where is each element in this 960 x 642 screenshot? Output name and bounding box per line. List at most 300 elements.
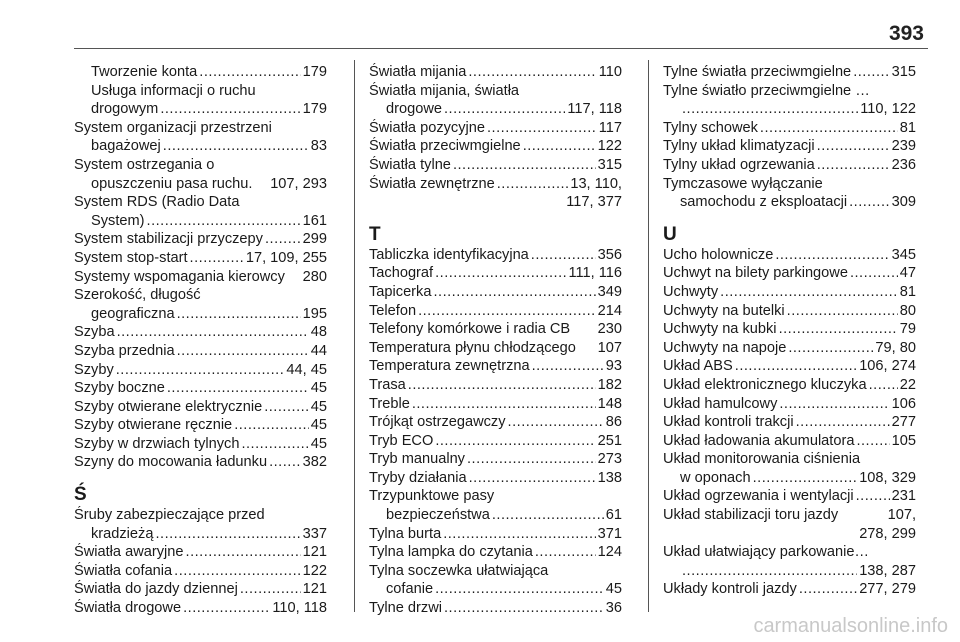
index-entry-text: Uchwyty na butelki: [663, 302, 785, 319]
dot-leader: [469, 469, 596, 488]
dot-leader: [535, 543, 596, 562]
index-entry: [663, 506, 916, 543]
index-entry-text: Treble: [369, 395, 410, 412]
index-entry-page: 81: [899, 283, 916, 300]
index-entry-text: Uchwyty: [663, 283, 719, 300]
index-entry: [663, 119, 916, 138]
index-entry-line: [369, 63, 622, 82]
index-entry-line: [369, 376, 622, 395]
index-entry-line: [74, 562, 327, 581]
index-entry-page: 280: [302, 268, 327, 285]
index-entry-text: Tylne drzwi: [369, 600, 442, 617]
header-rule: [74, 48, 928, 49]
index-entry-text: Tylna burta: [369, 525, 442, 542]
index-entry-page: 107, 293: [270, 175, 327, 192]
index-entry-line: [369, 283, 622, 302]
dot-leader: [850, 264, 898, 283]
index-entry-text: Systemy wspomagania kierowcy: [74, 268, 285, 285]
index-entry-page: 231: [891, 488, 916, 505]
index-entry-line: [369, 357, 622, 376]
index-entry-line: [74, 453, 327, 472]
index-entry-page: 349: [597, 283, 622, 300]
dot-leader: [435, 264, 566, 283]
index-entry-text: Układ ogrzewania i wentylacji: [663, 488, 854, 505]
index-entry-text: drogowe: [386, 101, 442, 118]
index-entry-line: [369, 506, 622, 525]
index-entry-text: Tryby działania: [369, 469, 467, 486]
index-entry: [74, 435, 327, 454]
index-entry-line: [369, 580, 622, 599]
dot-leader: [265, 230, 301, 249]
dot-leader: [682, 562, 857, 581]
index-entry: [369, 432, 622, 451]
index-entry: [369, 156, 622, 175]
index-entry-text: Szyby otwierane ręcznie: [74, 417, 233, 434]
index-entry: [369, 543, 622, 562]
dot-leader: [856, 487, 890, 506]
index-entry: [74, 379, 327, 398]
dot-leader: [508, 413, 604, 432]
index-entry: [663, 395, 916, 414]
index-entry-page: 315: [597, 156, 622, 173]
index-entry-text: Światła awaryjne: [74, 544, 184, 561]
index-entry-page: 315: [891, 64, 916, 80]
dot-leader: [849, 193, 890, 212]
index-entry-page: 124: [597, 544, 622, 561]
column-divider-2: [648, 60, 649, 612]
index-entry: [663, 543, 916, 580]
index-entry-text: Światła tylne: [369, 156, 451, 173]
index-entry-page: 382: [302, 454, 327, 471]
dot-leader: [264, 398, 309, 417]
dot-leader: [817, 137, 890, 156]
index-entry-page: 86: [605, 414, 622, 431]
index-entry-text: System): [91, 212, 145, 229]
index-entry-page: 81: [899, 119, 916, 136]
index-entry-line: [369, 156, 622, 175]
index-entry-page: 111, 116: [568, 265, 622, 282]
index-entry-text: bezpieczeństwa: [386, 507, 490, 524]
index-entry-text: Uchwyty na napoje: [663, 339, 787, 356]
index-entry-line: [663, 156, 916, 175]
index-entry-text: Układ monitorowania ciśnienia: [663, 451, 861, 468]
index-entry: [74, 543, 327, 562]
index-entry-line: [663, 119, 916, 138]
index-entry-page: 45: [605, 581, 622, 598]
index-entry-line: [663, 63, 916, 82]
index-entry-text: Uchwyt na bilety parkingowe: [663, 265, 848, 282]
index-entry-line: [74, 361, 327, 380]
section-letter: Ś: [74, 484, 87, 506]
dot-leader: [435, 432, 595, 451]
dot-leader: [682, 100, 858, 119]
index-entry-page: 214: [597, 302, 622, 319]
index-entry-page: 17, 109, 255: [245, 249, 327, 266]
index-entry-line: [74, 379, 327, 398]
index-entry: [74, 506, 327, 543]
index-entry: [74, 156, 327, 193]
index-entry: [74, 342, 327, 361]
index-entry-page: 105: [891, 432, 916, 449]
index-entry-line: [663, 193, 916, 212]
dot-leader: [190, 249, 244, 268]
index-entry-text: Temperatura płynu chłodzącego: [369, 339, 576, 356]
dot-leader: [408, 376, 596, 395]
index-entry-text: Układ ABS: [663, 358, 733, 375]
dot-leader: [444, 599, 604, 618]
index-entry-page: 122: [302, 562, 327, 579]
index-entry-line: [663, 413, 916, 432]
index-entry-page: 107,: [887, 507, 916, 524]
index-entry-text: Temperatura zewnętrzna: [369, 358, 530, 375]
index-entry-line: [663, 487, 916, 506]
dot-leader: [487, 119, 597, 138]
dot-leader: [735, 357, 857, 376]
index-entry-page: 44, 45: [286, 361, 327, 378]
dot-leader: [412, 395, 596, 414]
index-entry-text: Tylna soczewka ułatwiająca: [369, 562, 549, 579]
dot-leader: [433, 283, 595, 302]
index-entry: [74, 453, 327, 472]
index-entry-text: Telefony komórkowe i radia CB: [369, 321, 571, 338]
index-entry-line: [369, 469, 622, 488]
index-entry: [369, 175, 622, 212]
index-entry-page: 108, 329: [859, 469, 916, 486]
index-entry: [663, 357, 916, 376]
index-entry: [663, 487, 916, 506]
dot-leader: [856, 432, 889, 451]
index-entry-line: [74, 63, 327, 82]
index-entry-line: [663, 302, 916, 321]
index-entry-page: 148: [597, 395, 622, 412]
index-entry-pages: 117, 377: [566, 194, 622, 211]
index-entry: [74, 286, 327, 323]
section-letter: T: [369, 223, 381, 245]
dot-leader: [167, 379, 309, 398]
index-entry-text: Światła mijania, światła: [369, 82, 520, 99]
index-entry-line: [663, 469, 916, 488]
dot-leader: [177, 342, 309, 361]
dot-leader: [775, 246, 889, 265]
index-entry: [663, 450, 916, 487]
index-entry-text: Tylny układ klimatyzacji: [663, 138, 815, 155]
index-entry-text: kradzieżą: [91, 525, 154, 542]
index-entry-text: Szyba przednia: [74, 342, 175, 359]
index-entry-line: [663, 283, 916, 302]
index-entry-text: samochodu z eksploatacji: [680, 194, 848, 211]
index-entry: [663, 432, 916, 451]
index-entry-text: System stabilizacji przyczepy: [74, 231, 263, 248]
index-entry: [369, 119, 622, 138]
index-entry-line: [663, 432, 916, 451]
dot-leader: [186, 543, 301, 562]
index-entry: [369, 376, 622, 395]
index-entry-text: Tylne światła przeciwmgielne: [663, 64, 852, 80]
index-entry-page: 22: [899, 376, 916, 393]
index-entry-line: [663, 320, 916, 339]
dot-leader: [117, 323, 309, 342]
index-entry: [369, 487, 622, 524]
index-entry-text: Układ ułatwiający parkowanie…: [663, 544, 870, 561]
section-letter: U: [663, 223, 677, 245]
index-entry-text: System RDS (Radio Data: [74, 194, 240, 211]
dot-leader: [163, 137, 309, 156]
index-entry-text: Telefon: [369, 302, 417, 319]
dot-leader: [183, 599, 270, 618]
index-entry: [74, 193, 327, 230]
dot-leader: [853, 63, 889, 82]
index-entry-page: 107: [597, 339, 622, 356]
index-entry: [369, 357, 622, 376]
index-entry-line: [74, 398, 327, 417]
index-entry: [74, 416, 327, 435]
index-entry-page: 79: [899, 321, 916, 338]
dot-leader: [453, 156, 596, 175]
index-entry-line: [369, 599, 622, 618]
index-entry-line: [663, 562, 916, 581]
index-entry-line: [74, 175, 327, 194]
index-entry-page: 182: [597, 376, 622, 393]
index-entry: [74, 599, 327, 618]
dot-leader: [160, 100, 300, 119]
index-entry-text: Tryb manualny: [369, 451, 465, 468]
index-entry-page: 345: [891, 246, 916, 263]
index-entry-line: [369, 543, 622, 562]
index-entry: [369, 137, 622, 156]
index-entry-line: [369, 302, 622, 321]
index-entry: [663, 156, 916, 175]
index-entry-text: Światła do jazdy dziennej: [74, 581, 238, 598]
index-entry-page: 239: [891, 138, 916, 155]
dot-leader: [869, 376, 898, 395]
index-entry-text: Tabliczka identyfikacyjna: [369, 246, 529, 263]
index-entry-page: 309: [891, 194, 916, 211]
index-entry-line: [74, 599, 327, 618]
index-entry-text: Tryb ECO: [369, 432, 434, 449]
index-entry-text: Szyby w drzwiach tylnych: [74, 435, 240, 452]
index-entry: [369, 63, 622, 82]
dot-leader: [234, 416, 309, 435]
index-entry-text: Tapicerka: [369, 283, 432, 300]
dot-leader: [817, 156, 890, 175]
index-entry-text: Trójkąt ostrzegawczy: [369, 414, 506, 431]
index-entry: [663, 302, 916, 321]
index-entry-text: System organizacji przestrzeni: [74, 119, 272, 136]
index-entry-line: [369, 432, 622, 451]
index-entry-page: 337: [302, 525, 327, 542]
index-entry-page: 110: [598, 64, 622, 80]
index-entry-line: [369, 137, 622, 156]
index-entry-line: [663, 264, 916, 283]
dot-leader: [269, 453, 301, 472]
index-entry-page: 45: [310, 417, 327, 434]
index-entry-page: 106: [891, 395, 916, 412]
index-entry-line: [74, 268, 327, 287]
index-entry-line: [663, 137, 916, 156]
index-entry-text: Śruby zabezpieczające przed: [74, 507, 265, 524]
index-entry-page: 121: [302, 581, 327, 598]
index-entry-page: 110, 122: [860, 101, 916, 118]
index-entry-line: [74, 249, 327, 268]
index-entry-text: Uchwyty na kubki: [663, 321, 777, 338]
dot-leader: [241, 435, 308, 454]
index-entry: [74, 82, 327, 119]
index-entry-text: Usługa informacji o ruchu: [91, 82, 256, 99]
index-entry-page: 179: [302, 101, 327, 118]
dot-leader: [199, 63, 300, 82]
index-entry-text: Szyny do mocowania ładunku: [74, 454, 268, 471]
index-entry: [369, 283, 622, 302]
index-entry-page: 106, 274: [859, 358, 916, 375]
index-entry-line: [74, 305, 327, 324]
dot-leader: [467, 450, 596, 469]
index-entry: [369, 320, 622, 339]
index-entry-page: 179: [302, 64, 327, 80]
index-entry-page: 45: [310, 398, 327, 415]
index-entry-line: [369, 100, 622, 119]
index-entry-line: [369, 339, 622, 358]
index-entry-page: 45: [310, 435, 327, 452]
index-entry: [74, 119, 327, 156]
index-entry-page: 251: [597, 432, 622, 449]
index-entry-text: opuszczeniu pasa ruchu.: [91, 175, 253, 192]
index-entry-line: [663, 100, 916, 119]
page-number: 393: [888, 22, 924, 45]
dot-leader: [788, 339, 873, 358]
index-entry: [74, 580, 327, 599]
index-entry-line: [74, 323, 327, 342]
index-entry-text: cofanie: [386, 581, 434, 598]
index-entry: [74, 361, 327, 380]
index-entry-page: 277: [891, 414, 916, 431]
index-entry-page: 47: [899, 265, 916, 282]
index-entry-line: [74, 435, 327, 454]
index-entry-line: [74, 137, 327, 156]
index-entry-text: Tachograf: [369, 265, 434, 282]
index-entry-text: Tworzenie konta: [91, 64, 198, 80]
index-entry: [74, 230, 327, 249]
index-entry-line: [74, 416, 327, 435]
index-entry-text: Szyby boczne: [74, 380, 165, 397]
index-entry-page: 93: [605, 358, 622, 375]
watermark: carmanualsonline.info: [753, 615, 948, 637]
index-entry-page: 117, 118: [567, 101, 622, 118]
index-entry-text: Tylne światło przeciwmgielne …: [663, 82, 870, 99]
index-entry-text: drogowym: [91, 101, 159, 118]
dot-leader: [240, 580, 301, 599]
index-entry-page: 13, 110,: [570, 175, 622, 192]
dot-leader: [497, 175, 569, 194]
index-entry-text: Szyba: [74, 324, 115, 341]
index-entry-line: [663, 580, 916, 599]
index-entry-page: 277, 279: [859, 581, 916, 598]
index-entry: [369, 395, 622, 414]
index-entry-text: Układy kontroli jazdy: [663, 581, 797, 598]
dot-leader: [779, 320, 898, 339]
index-entry-text: Szerokość, długość: [74, 287, 201, 304]
dot-leader: [531, 246, 596, 265]
index-entry-text: Światła cofania: [74, 562, 173, 579]
index-entry: [74, 268, 327, 287]
index-entry-text: Układ elektronicznego kluczyka: [663, 376, 867, 393]
index-entry-text: Światła drogowe: [74, 600, 182, 617]
index-entry-text: Światła przeciwmgielne: [369, 138, 521, 155]
index-entry-text: Tymczasowe wyłączanie: [663, 175, 823, 192]
index-entry: [663, 376, 916, 395]
dot-leader: [799, 580, 857, 599]
index-entry: [663, 175, 916, 212]
index-entry-line: [663, 246, 916, 265]
index-entry-line: [369, 450, 622, 469]
index-entry-line: [663, 339, 916, 358]
index-entry-text: Układ hamulcowy: [663, 395, 778, 412]
index-entry-line: [74, 525, 327, 544]
dot-leader: [174, 562, 300, 581]
dot-leader: [523, 137, 596, 156]
index-entry-page: 138: [597, 469, 622, 486]
index-entry-page: 110, 118: [272, 600, 327, 617]
dot-leader: [779, 395, 889, 414]
index-entry-text: System stop-start: [74, 249, 188, 266]
index-entry-text: Ucho holownicze: [663, 246, 774, 263]
index-entry-page: 356: [597, 246, 622, 263]
dot-leader: [418, 302, 596, 321]
index-entry-line: [369, 175, 622, 194]
index-entry-text: Trasa: [369, 376, 406, 393]
index-entry-page: 36: [605, 600, 622, 617]
index-entry-page: 61: [605, 507, 622, 524]
index-entry: [369, 246, 622, 265]
index-entry-line: [74, 212, 327, 231]
index-entry: [369, 469, 622, 488]
dot-leader: [468, 63, 596, 82]
index-entry: [369, 82, 622, 119]
index-entry: [369, 339, 622, 358]
index-entry: [663, 63, 916, 82]
index-entry-text: geograficzna: [91, 305, 175, 322]
dot-leader: [435, 580, 604, 599]
index-entry-text: Światła pozycyjne: [369, 119, 485, 136]
dot-leader: [444, 100, 565, 119]
index-entry-line: [369, 119, 622, 138]
index-entry-line: [74, 580, 327, 599]
index-entry: [663, 283, 916, 302]
dot-leader: [116, 361, 285, 380]
index-entry-text: Tylny schowek: [663, 119, 758, 136]
index-entry-page: 117: [598, 119, 622, 136]
dot-leader: [787, 302, 898, 321]
index-entry-text: Światła zewnętrzne: [369, 175, 495, 192]
index-entry: [74, 398, 327, 417]
dot-leader: [443, 525, 595, 544]
dot-leader: [753, 469, 858, 488]
index-entry: [663, 320, 916, 339]
index-entry: [663, 339, 916, 358]
index-entry-line: [369, 264, 622, 283]
index-entry-text: Światła mijania: [369, 64, 467, 80]
index-entry-line: [663, 376, 916, 395]
index-entry: [74, 323, 327, 342]
index-entry: [369, 264, 622, 283]
index-entry-page: 121: [302, 544, 327, 561]
index-entry-line: [74, 230, 327, 249]
index-entry: [74, 63, 327, 82]
dot-leader: [760, 119, 898, 138]
index-entry: [663, 82, 916, 119]
index-entry-line: [74, 543, 327, 562]
index-entry: [663, 137, 916, 156]
index-entry-page: 48: [310, 324, 327, 341]
